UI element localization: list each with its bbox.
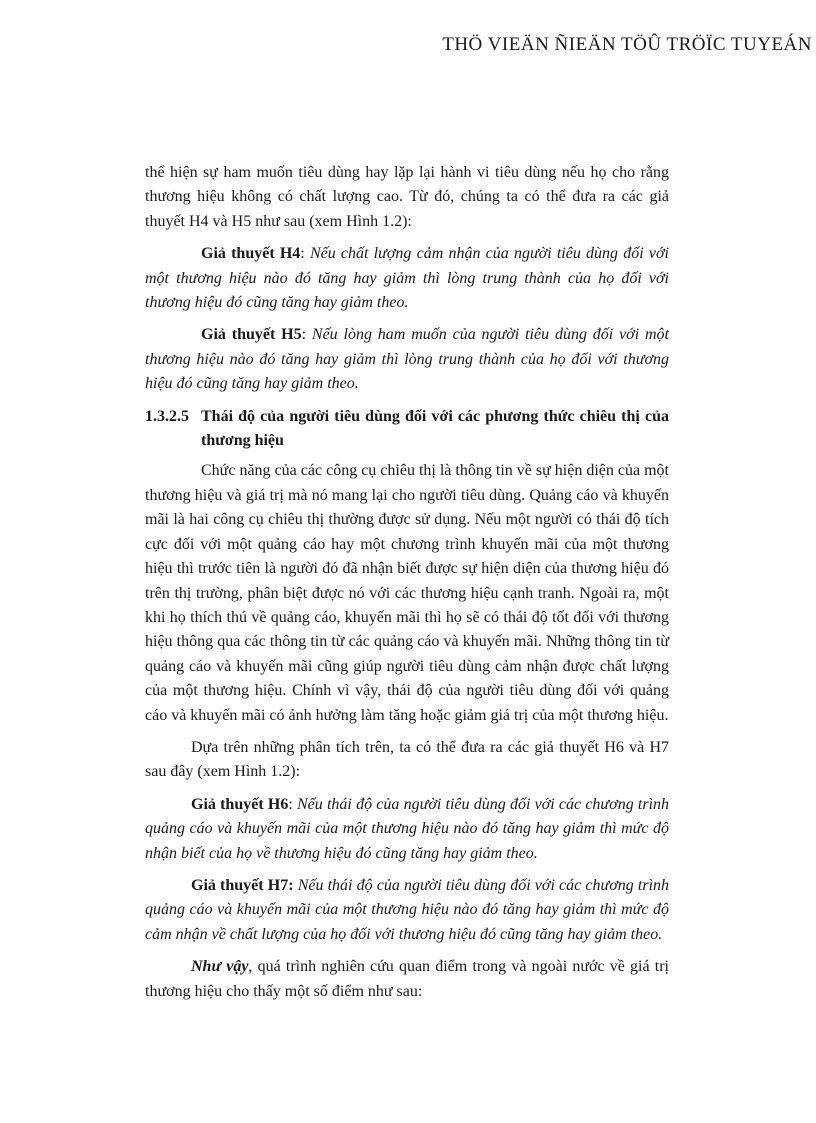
paragraph-intro: thể hiện sự ham muốn tiêu dùng hay lặp lại hành vi tiêu dùng nếu họ cho rằng thương hiệu không có chất lượng cao. Từ đó, chúng ta có thể đưa ra các giả thuyết H4 và H5 như sau (xem Hình 1.2):: [145, 164, 669, 230]
hypothesis-h5: [145, 323, 669, 396]
hypothesis-h6-colon: :: [288, 795, 297, 813]
section-heading: [145, 405, 669, 454]
section-number: 1.3.2.5: [145, 407, 189, 425]
hypothesis-h7-text: Nếu thái độ của người tiêu dùng đối với các chương trình quảng cáo và khuyến mãi của một thương hiệu nào đó tăng hay giảm thì mức độ cảm nhận về chất lượng của họ đối với thương hiệu đó cũng tăng hay giảm theo.: [145, 876, 670, 943]
hypothesis-h7-label: Giả thuyết H7:: [191, 876, 294, 894]
hypothesis-h6-text: Nếu thái độ của người tiêu dùng đối với các chương trình quảng cáo và khuyến mãi của một thương hiệu nào đó tăng hay giảm thì mức độ nhận biết của họ về thương hiệu đó cũng tăng hay giảm theo.: [145, 795, 670, 862]
paragraph-promotion: Chức năng của các công cụ chiêu thị là thông tin về sự hiện diện của một thương hiệu và giá trị mà nó mang lại cho người tiêu dùng. Quảng cáo và khuyến mãi là hai công cụ chiêu thị thường được sử dụng. Nếu một người có thái độ tích cực đối với một quảng cáo hay một chương trình khuyến mãi của một thương hiệu thì trước tiên là người đó đã nhận biết được sự hiện diện của thương hiệu đó trên thị trường, phân biệt được nó với các thương hiệu cạnh tranh. Ngoài ra, một khi họ thích thú về quảng cáo, khuyến mãi thì họ sẽ có thái độ tốt đối với thương hiệu thông qua các thông tin từ các quảng cáo và khuyến mãi. Những thông tin từ quảng cáo và khuyến mãi cũng giúp người tiêu dùng cảm nhận được chất lượng của một thương hiệu. Chính vì vậy, thái độ của người tiêu dùng đối với quảng cáo và khuyến mãi có ảnh hưởng làm tăng hoặc giảm giá trị của một thương hiệu.: [145, 462, 669, 724]
hypothesis-h5-text: Nếu lòng ham muốn của người tiêu dùng đối với một thương hiệu nào đó tăng hay giảm thì lòng trung thành của họ đối với thương hiệu đó cũng tăng hay giảm theo.: [145, 326, 670, 393]
hypothesis-h4-text: Nếu chất lượng cảm nhận của người tiêu dùng đối với một thương hiệu nào đó tăng hay giảm thì lòng trung thành của họ đối với thương hiệu đó cũng tăng hay giảm theo.: [145, 245, 669, 312]
section-title: Thái độ của người tiêu dùng đối với các phương thức chiêu thị của thương hiệu: [201, 407, 669, 450]
hypothesis-h4-colon: :: [300, 245, 310, 263]
page-header: THÖ VIEÄN ÑIEÄN TÖÛ TRÖÏC TUYEÁN: [442, 34, 812, 55]
paragraph-conclusion: [145, 955, 669, 1004]
conclusion-text: , quá trình nghiên cứu quan điểm trong và ngoài nước về giá trị thương hiệu cho thấy một số điểm như sau:: [145, 958, 669, 1000]
hypothesis-h6: [145, 793, 669, 866]
hypothesis-h5-label: Giả thuyết H5: [201, 326, 302, 344]
paragraph-analysis: Dựa trên những phân tích trên, ta có thể đưa ra các giả thuyết H6 và H7 sau đây (xem Hình 1.2):: [145, 738, 669, 781]
hypothesis-h5-colon: :: [301, 326, 312, 344]
conclusion-lead: Như vậy: [191, 958, 249, 976]
hypothesis-h4-label: Giả thuyết H4: [201, 245, 301, 263]
hypothesis-h7: [145, 874, 669, 947]
hypothesis-h4: [145, 242, 669, 315]
document-body: [145, 161, 669, 1012]
hypothesis-h6-label: Giả thuyết H6: [191, 795, 289, 813]
